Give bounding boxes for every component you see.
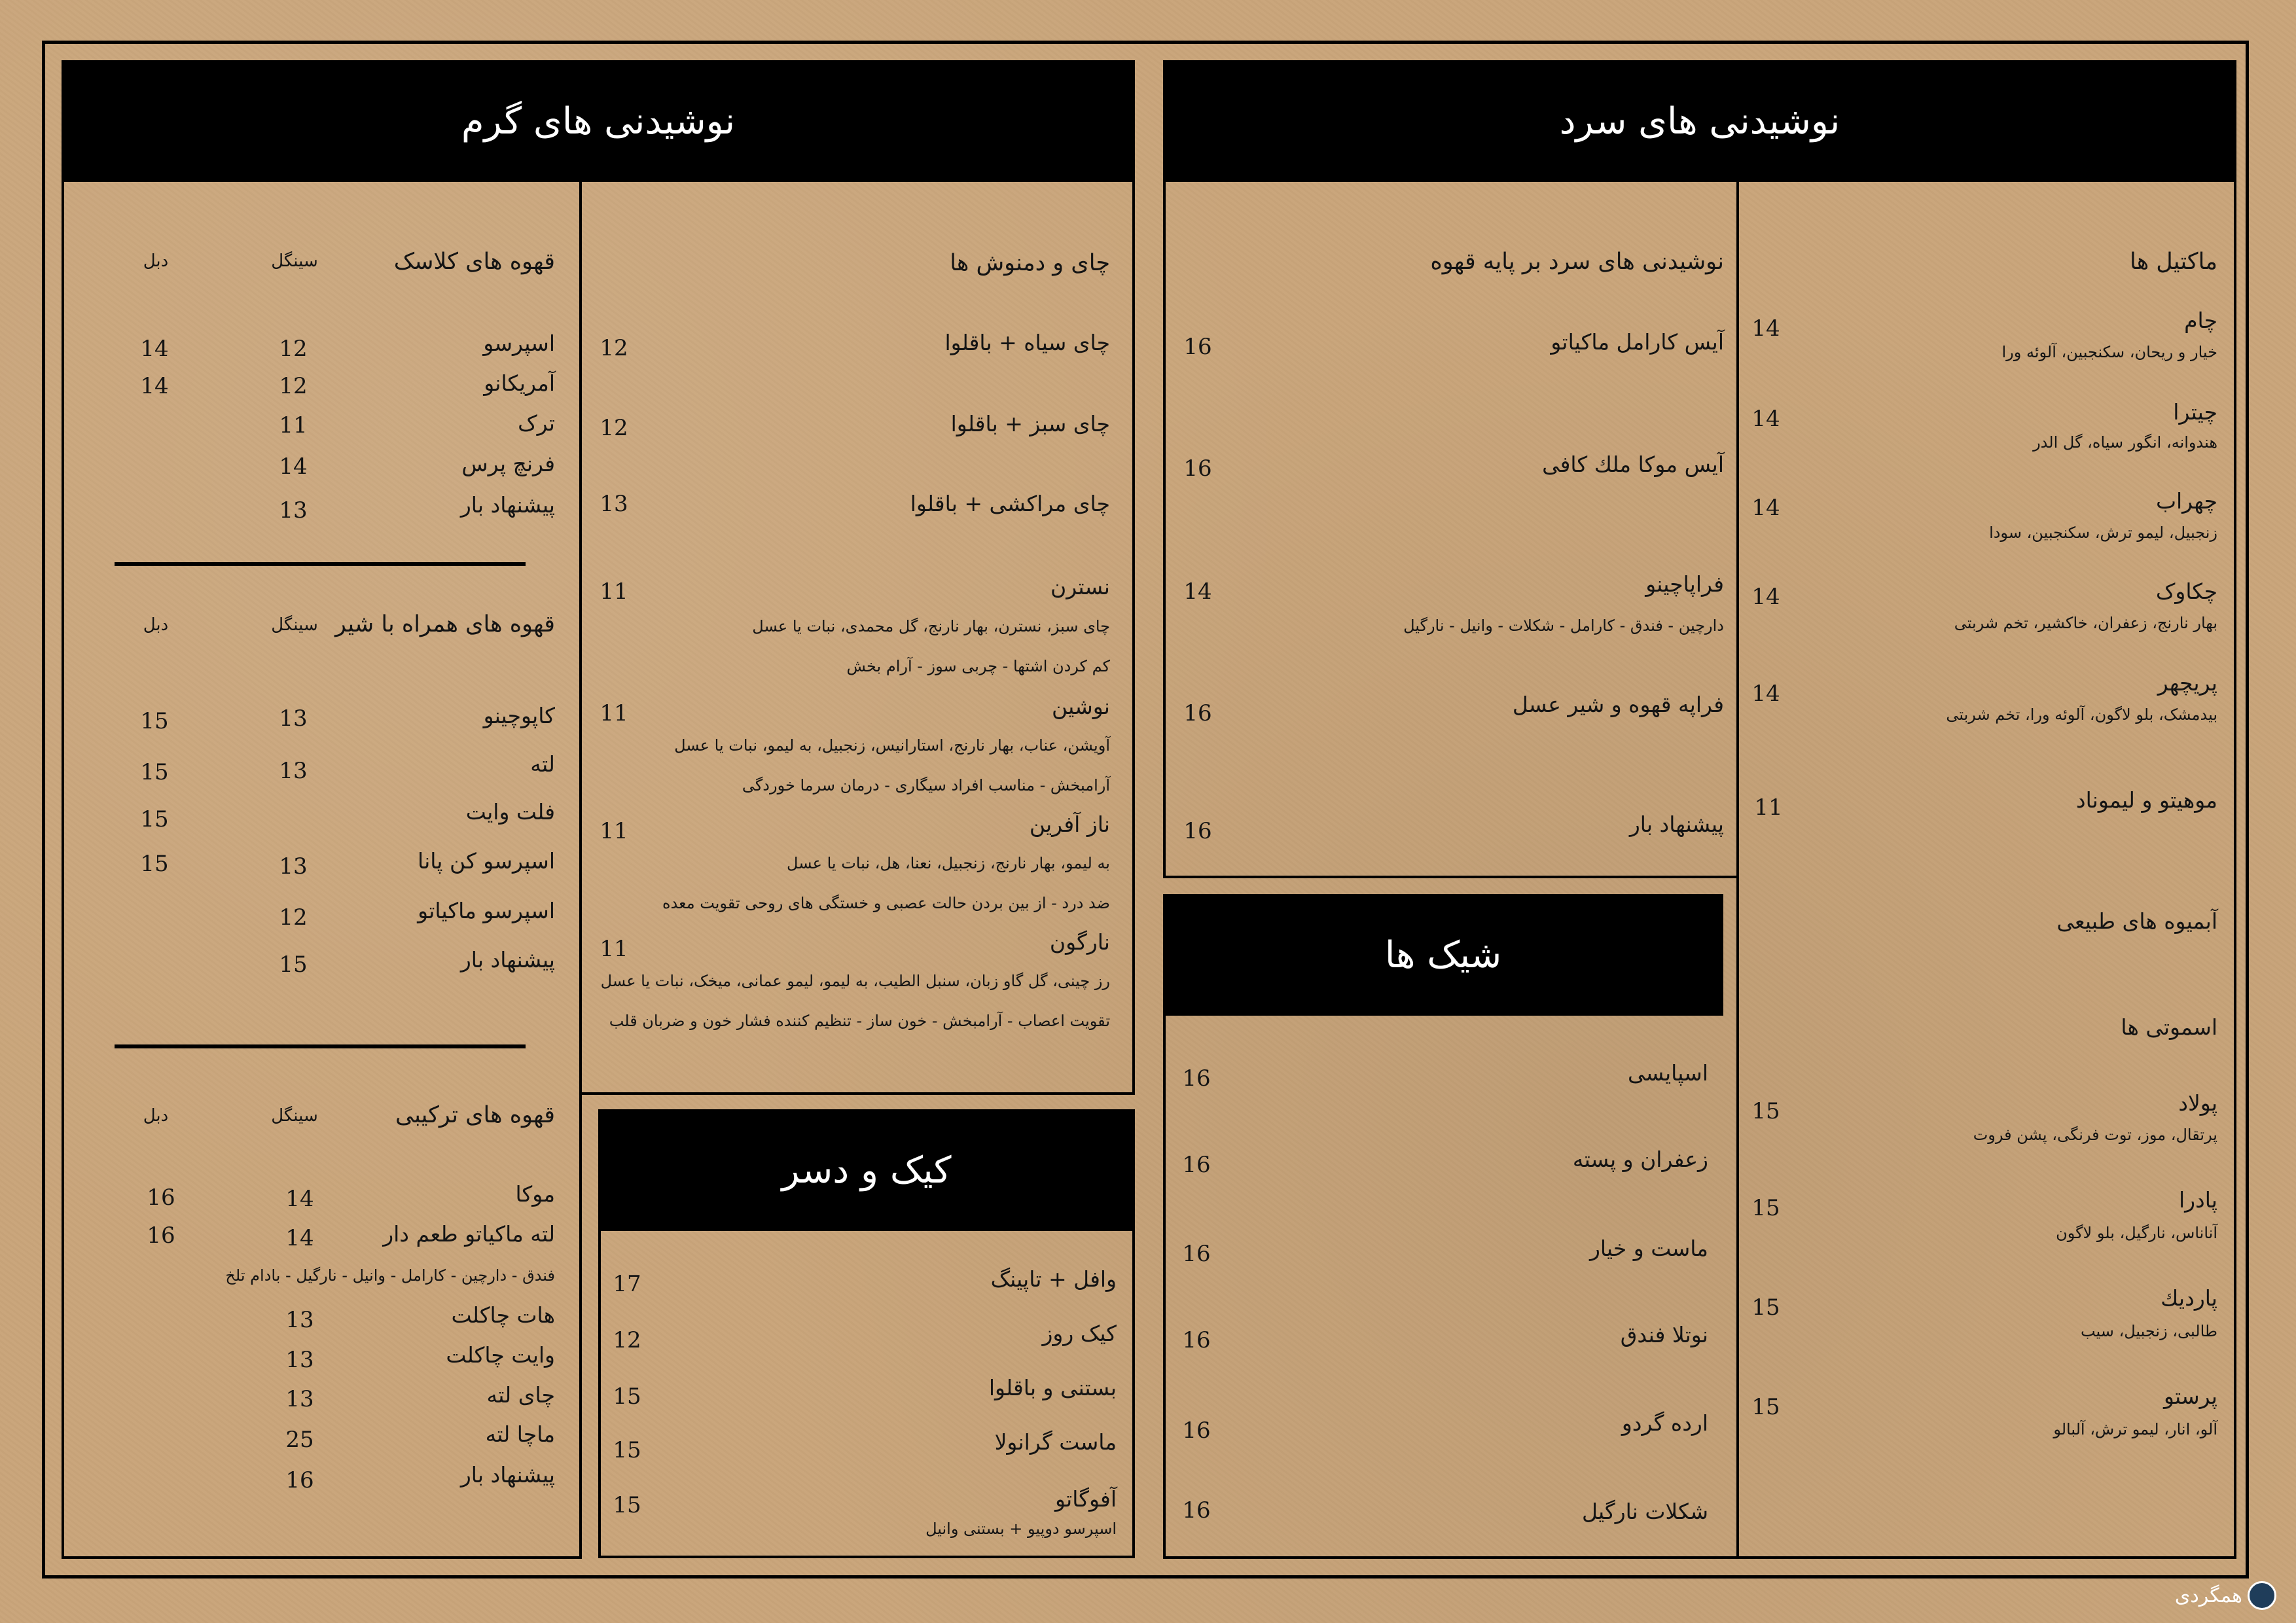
item-description: کم کردن اشتها - چربی سوز - آرام بخش [846,657,1110,675]
price: 16 [1183,334,1212,360]
cold-coffee-panel [1163,182,1739,878]
list-item: ماست و خیار [1589,1236,1708,1261]
list-item: ناز آفرین [1029,812,1110,837]
list-item: شکلات نارگیل [1582,1499,1708,1524]
price: 11 [600,936,628,962]
item-description: تقویت اعصاب - آرامبخش - خون ساز - تنظیم کننده فشار خون و ضربان قلب [609,1012,1110,1030]
list-item: موکا [515,1181,555,1207]
single-price: 12 [279,336,308,362]
item-description: بیدمشک، بلو لاگون، آلوئه ورا، تخم شربتی [1946,705,2217,724]
list-item: اسپایسی [1628,1060,1708,1086]
list-item: پیشنهاد بار [460,492,555,518]
cold-drinks-header [1163,60,2236,182]
single-price: 11 [279,412,308,438]
list-item: فراپاچینو [1645,571,1724,597]
double-price: 15 [140,806,169,832]
single-price: 16 [285,1467,314,1493]
item-description: آلو، انار، لیمو ترش، آلبالو [2053,1420,2217,1438]
single-price: 13 [279,705,308,732]
list-item: وافل + تاپینگ [990,1266,1117,1292]
double-price: 14 [140,373,169,399]
item-description: آرامبخش - مناسب افراد سیگاری - درمان سرما خوردگی [742,776,1110,794]
list-item: ماچا لته [485,1421,555,1447]
item-description: اسپرسو دوپیو + بستنی وانیل [925,1520,1117,1538]
list-item: آبمیوه های طبیعی [2056,908,2217,934]
price: 13 [600,491,628,517]
price: 16 [1183,700,1212,726]
single-price: 25 [285,1427,314,1453]
list-item: پاردیك [2161,1285,2217,1311]
list-item: چای لته [486,1382,555,1408]
list-item: اسپرسو ماکیاتو [418,898,555,923]
list-item: اسموتی ها [2121,1014,2217,1040]
single-column-label: سینگل [271,1106,318,1126]
single-price: 14 [279,454,308,480]
cake-dessert-title: کیک و دسر [781,1149,952,1192]
price: 14 [1751,315,1780,342]
price: 11 [600,700,628,726]
price: 15 [613,1437,641,1463]
double-price: 14 [140,336,169,362]
list-item: ماست گرانولا [994,1429,1117,1455]
list-item: آفوگاتو [1055,1486,1117,1512]
price: 14 [1751,584,1780,610]
price: 16 [1182,1241,1211,1267]
item-description: آناناس، نارگیل، بلو لاگون [2056,1224,2217,1242]
classic-coffee-title: قهوه های کلاسک [393,249,555,275]
section-divider [115,562,526,566]
list-item: بستنی و باقلوا [988,1375,1117,1400]
price: 15 [1751,1294,1780,1321]
single-price: 12 [279,373,308,399]
single-price: 15 [279,952,308,978]
single-price: 13 [279,758,308,784]
list-item: نوشین [1052,694,1110,719]
price: 14 [1751,681,1780,707]
list-item: چیترا [2173,399,2217,425]
list-item: پریچهر [2157,670,2217,696]
list-item: پولاد [2178,1090,2217,1116]
list-item: ارده گردو [1621,1410,1708,1436]
price: 14 [1751,406,1780,432]
section-divider [115,1044,526,1048]
list-item: فراپه قهوه و شیر عسل [1512,692,1724,717]
item-description: به لیمو، بهار نارنج، زنجبیل، نعنا، هل، نبات یا عسل [787,854,1110,872]
price: 15 [1751,1195,1780,1221]
item-description: هندوانه، انگور سیاه، گل الدر [2033,433,2217,452]
shakes-panel [1163,1016,1739,1559]
hot-drinks-header [62,60,1135,182]
list-item: موهیتو و لیموناد [2075,787,2217,813]
item-description: زنجبیل، لیمو ترش، سکنجبین، سودا [1989,524,2217,542]
double-price: 16 [147,1222,175,1249]
single-price: 13 [279,497,308,524]
list-item: هات چاکلت [451,1302,555,1328]
list-item: ترک [518,410,555,436]
price: 15 [1751,1394,1780,1420]
item-description: رز چینی، گل گاو زبان، سنبل الطیب، به لیمو، لیمو عمانی، میخک، نبات یا عسل [600,972,1110,990]
item-description: بهار نارنج، زعفران، خاکشیر، تخم شربتی [1954,614,2217,632]
list-item: فلت وایت [465,799,555,825]
list-item: زعفران و پسته [1572,1147,1708,1172]
list-item: چای مراکشی + باقلوا [910,491,1110,516]
item-description: ضد درد - از بین بردن حالت عصبی و خستگی های روحی تقویت معده [662,894,1110,912]
list-item: کاپوچینو [483,703,555,728]
single-price: 12 [279,904,308,931]
single-price: 14 [285,1186,314,1212]
list-item: چهراب [2155,488,2217,514]
list-item: آمریکانو [484,370,555,396]
price: 16 [1183,818,1212,844]
list-item: آیس کارامل ماکیاتو [1551,329,1724,355]
list-item: پرستو [2163,1383,2217,1409]
price: 16 [1182,1418,1211,1444]
mixed-coffee-title: قهوه های ترکیبی [395,1102,555,1128]
tea-panel [579,182,1135,1095]
list-item: چکاوک [2155,579,2217,604]
price: 14 [1183,579,1212,605]
price: 17 [613,1271,641,1297]
item-description: چای سبز، نسترن، بهار نارنج، گل محمدی، نبات یا عسل [752,617,1110,635]
price: 12 [613,1327,641,1353]
double-price: 15 [140,851,169,877]
hot-drinks-title: نوشیدنی های گرم [461,99,736,143]
single-price: 13 [279,853,308,880]
list-item: اسپرسو کن پانا [418,848,555,874]
list-item: پیشنهاد بار [460,1462,555,1488]
cold-coffee-title: نوشیدنی های سرد بر پایه قهوه [1430,249,1724,275]
price: 11 [1754,794,1783,821]
single-price: 13 [285,1347,314,1373]
cocktails-panel [1736,182,2236,1559]
single-price: 13 [285,1307,314,1333]
list-item: نارگون [1049,929,1110,955]
cocktails-title: ماکتیل ها [2130,249,2217,275]
list-item: فرنچ پرس [461,451,555,476]
list-item: آیس موکا ملك كافی [1542,452,1724,477]
double-column-label: دبل [143,251,169,271]
item-description: آویشن، عناب، بهار نارنج، استارانیس، زنجبیل، به لیمو، نبات یا عسل [674,736,1110,755]
milk-coffee-title: قهوه های همراه با شیر [335,611,555,637]
list-item: پادرا [2178,1187,2217,1213]
single-column-label: سینگل [271,251,318,271]
item-description: طالبی، زنجبیل، سیب [2080,1322,2217,1340]
double-price: 16 [147,1185,175,1211]
list-item: نسترن [1050,574,1110,599]
shakes-title: شیک ها [1384,933,1502,976]
list-item: چای سیاه + باقلوا [944,330,1110,355]
double-price: 15 [140,708,169,734]
list-item: چام [2184,308,2217,333]
double-price: 15 [140,759,169,785]
price: 15 [613,1383,641,1410]
price: 15 [613,1492,641,1518]
price: 12 [600,415,628,441]
price: 16 [1182,1327,1211,1353]
hamgardi-logo [2175,1581,2276,1610]
price: 16 [1183,455,1212,482]
hamgardi-logo-text: همگردی [2174,1584,2242,1607]
price: 15 [1751,1098,1780,1124]
list-item: نوتلا فندق [1620,1322,1708,1347]
price: 11 [600,579,628,605]
list-item: چای سبز + باقلوا [950,411,1110,437]
cake-dessert-header [598,1109,1135,1231]
hamgardi-logo-icon [2248,1581,2276,1610]
double-column-label: دبل [143,615,169,635]
price: 14 [1751,495,1780,521]
price: 16 [1182,1152,1211,1178]
price: 11 [600,818,628,844]
price: 16 [1182,1065,1211,1092]
item-description: خیار و ریحان، سکنجبین، آلوئه ورا [2001,343,2217,361]
flavor-options: فندق - دارچین - کارامل - وانیل - نارگیل - بادام تلخ [225,1266,555,1285]
tea-title: چای و دمنوش ها [950,250,1110,276]
list-item: پیشنهاد بار [1629,812,1724,837]
list-item: وایت چاکلت [446,1342,555,1368]
list-item: پیشنهاد بار [460,947,555,972]
item-description: پرتقال، موز، توت فرنگی، پشن فروت [1973,1126,2217,1144]
list-item: لته [530,751,555,777]
shakes-header [1163,894,1723,1016]
single-price: 13 [285,1386,314,1412]
list-item: اسپرسو [483,330,555,356]
cold-drinks-title: نوشیدنی های سرد [1559,99,1840,143]
price: 16 [1182,1497,1211,1524]
double-column-label: دبل [143,1106,169,1126]
single-price: 14 [285,1225,314,1251]
item-description: دارچین - فندق - کارامل - شکلات - وانیل - نارگیل [1403,616,1724,635]
list-item: کیک روز [1042,1321,1117,1346]
single-column-label: سینگل [271,615,318,635]
price: 12 [600,335,628,361]
list-item: لته ماکیاتو طعم دار [383,1221,555,1247]
